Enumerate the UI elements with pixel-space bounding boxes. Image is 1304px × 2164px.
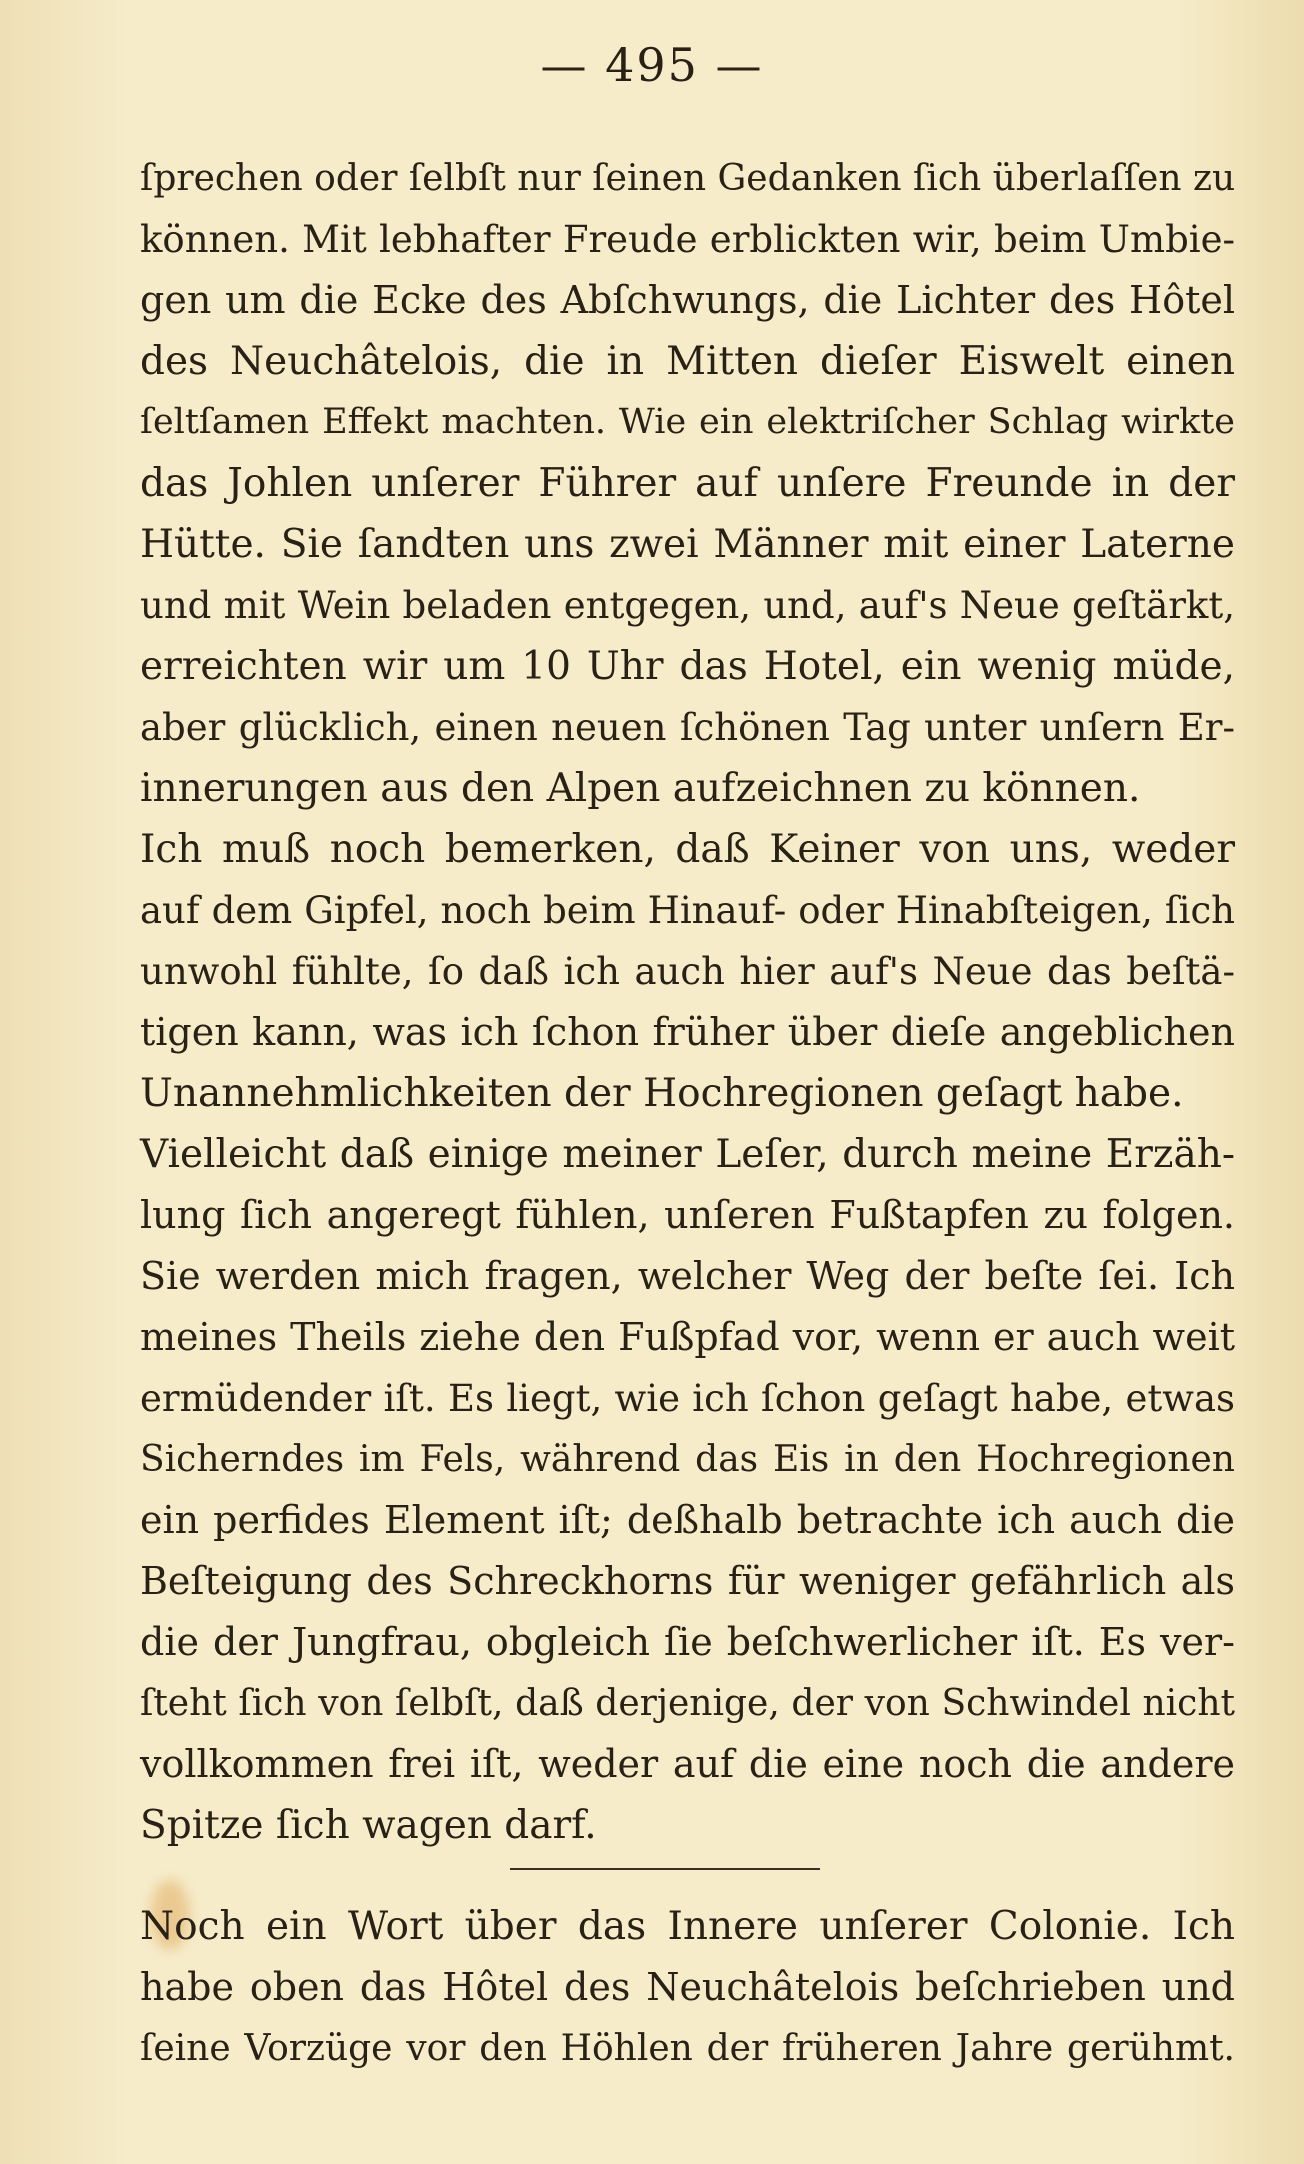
text-line: Sicherndes im Fels, während das Eis in den Hochregionen — [140, 1439, 1235, 1480]
text-line: tigen kann, was ich ſchon früher über dieſe angeblichen — [140, 1010, 1235, 1054]
text-line: gen um die Ecke des Abſchwungs, die Lichter des Hôtel — [140, 278, 1235, 322]
text-line: Hütte. Sie ſandten uns zwei Männer mit einer Laterne — [140, 522, 1235, 567]
text-line: meines Theils ziehe den Fußpfad vor, wenn er auch weit — [140, 1315, 1235, 1359]
text-line: ſteht ſich von ſelbſt, daß derjenige, der von Schwindel nicht — [140, 1683, 1235, 1724]
text-line: Unannehmlichkeiten der Hochregionen geſagt habe. — [140, 1071, 1184, 1116]
text-line: erreichten wir um 10 Uhr das Hotel, ein wenig müde, — [140, 644, 1235, 689]
text-line: auf dem Gipfel, noch beim Hinauf- oder Hinabſteigen, ſich — [140, 889, 1235, 932]
text-line: innerungen aus den Alpen aufzeichnen zu können. — [140, 766, 1141, 811]
text-line: Beſteigung des Schreckhorns für weniger gefährlich als — [140, 1559, 1235, 1603]
text-line: des Neuchâtelois, die in Mitten dieſer Eiswelt einen — [140, 339, 1235, 384]
text-line: die der Jungfrau, obgleich ſie beſchwerlicher iſt. Es ver- — [140, 1620, 1235, 1664]
page-number: — 495 — — [540, 38, 764, 92]
text-block-continued — [140, 1896, 1235, 2079]
text-line: vollkommen frei iſt, weder auf die eine noch die andere — [140, 1742, 1235, 1786]
text-line: ein perfides Element iſt; deßhalb betrachte ich auch die — [140, 1498, 1235, 1542]
text-line: habe oben das Hôtel des Neuchâtelois beſchrieben und — [140, 1965, 1235, 2009]
text-line: ermüdender iſt. Es liegt, wie ich ſchon geſagt habe, etwas — [140, 1377, 1235, 1420]
text-line: aber glücklich, einen neuen ſchönen Tag unter unſern Er- — [140, 706, 1235, 749]
text-line: Vielleicht daß einige meiner Leſer, durch meine Erzäh- — [140, 1132, 1235, 1177]
text-line: Spitze ſich wagen darf. — [140, 1803, 597, 1848]
text-line: ſeltſamen Effekt machten. Wie ein elektriſcher Schlag wirkte — [140, 402, 1235, 442]
text-line: können. Mit lebhafter Freude erblickten wir, beim Umbie- — [140, 218, 1235, 261]
text-line: Noch ein Wort über das Innere unſerer Colonie. Ich — [140, 1904, 1235, 1949]
text-line: und mit Wein beladen entgegen, und, auf's Neue geſtärkt, — [140, 584, 1235, 627]
text-line: ſprechen oder ſelbſt nur ſeinen Gedanken ſich überlaſſen zu — [140, 158, 1236, 199]
text-line: ſeine Vorzüge vor den Höhlen der früheren Jahre gerühmt. — [140, 2028, 1235, 2069]
section-divider — [510, 1868, 820, 1870]
text-line: unwohl fühlte, ſo daß ich auch hier auf's Neue das beſtä- — [140, 950, 1235, 993]
text-line: Ich muß noch bemerken, daß Keiner von uns, weder — [140, 827, 1235, 872]
text-line: das Johlen unſerer Führer auf unſere Freunde in der — [140, 461, 1235, 506]
text-block-main — [140, 148, 1235, 1856]
text-line: lung ſich angeregt fühlen, unſeren Fußtapfen zu folgen. — [140, 1193, 1235, 1237]
text-line: Sie werden mich fragen, welcher Weg der beſte ſei. Ich — [140, 1254, 1235, 1298]
